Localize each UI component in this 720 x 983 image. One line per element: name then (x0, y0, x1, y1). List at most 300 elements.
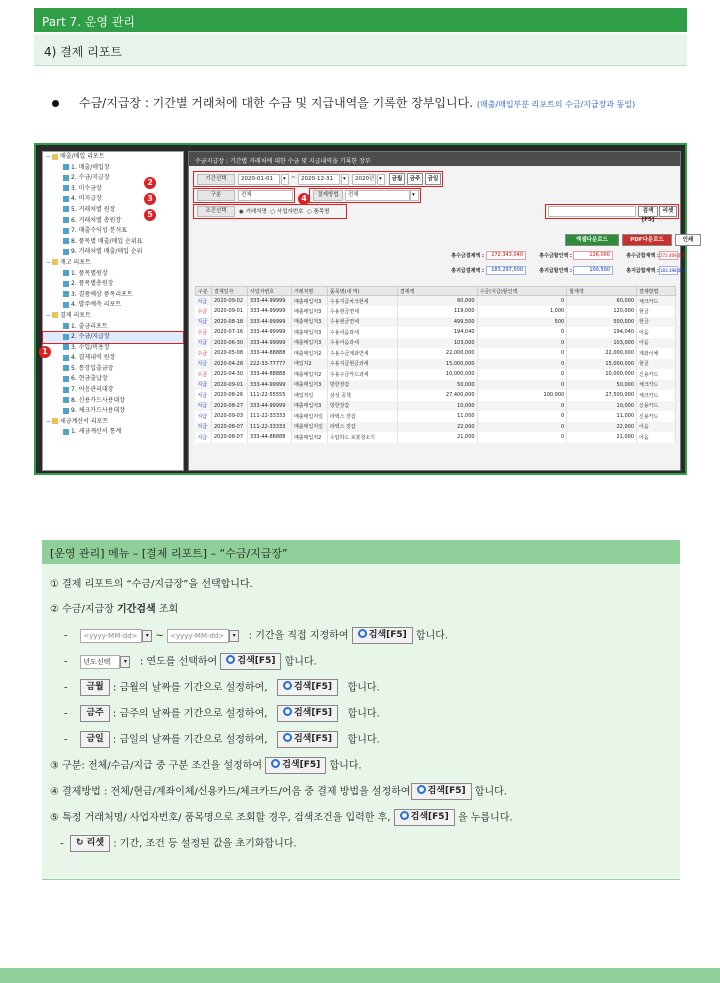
tree-item[interactable] (43, 385, 183, 396)
type-select[interactable]: 전체 (238, 190, 293, 201)
table-cell: 매출매입처3 (291, 296, 327, 307)
tree-item-label: 4. 미지급장 (71, 195, 102, 203)
table-cell: 계좌이체 (637, 348, 676, 359)
table-cell: 매출매입처일 (291, 422, 327, 433)
table-cell: 194,040 (567, 327, 637, 338)
step-1: ① 결제 리포트의 “수금/지급장”을 선택합니다. (50, 579, 253, 590)
table-cell: 0 (477, 296, 567, 307)
column-header[interactable]: 품목명(내 역) (327, 287, 397, 296)
print-button[interactable]: 인쇄 (675, 234, 701, 246)
table-cell: 수용어음과세 (327, 327, 397, 338)
tree-item[interactable] (43, 364, 183, 375)
in-discount-value: 126,000 (573, 251, 613, 260)
intro-note: (매출/매입부분 리포트의 수금/지급장과 동일) (476, 100, 636, 109)
tree-item[interactable] (43, 173, 183, 184)
table-row[interactable] (196, 432, 676, 443)
tree-item-label: 세금계산서 리포트 (60, 417, 109, 425)
table-cell: 0 (477, 411, 567, 422)
week-button-example: 금주 (80, 705, 109, 722)
tree-folder[interactable] (43, 152, 183, 163)
table-cell: 22,000 (397, 422, 477, 433)
marker-5: 5 (144, 209, 156, 221)
table-cell: 2020-07-16 (211, 327, 247, 338)
table-cell: 라텍스 장갑 (327, 422, 397, 433)
tree-item[interactable] (43, 353, 183, 364)
app-screenshot (34, 143, 694, 475)
table-cell: 333-44-99999 (247, 296, 291, 307)
table-cell: 매입처일 (291, 390, 327, 401)
table-cell: 0 (477, 422, 567, 433)
tree-item-label: 6. 거래처별 총원장 (71, 216, 122, 224)
radio-item[interactable]: ○ 품목명 (305, 209, 330, 215)
search-button[interactable]: 검색[F5] (638, 206, 658, 217)
table-cell: 수용수금카드과세 (327, 369, 397, 380)
table-cell: 지급 (196, 422, 212, 433)
table-cell: 2020-08-07 (211, 432, 247, 443)
table-cell: 2020-09-02 (211, 296, 247, 307)
table-cell: 22,000 (567, 422, 637, 433)
search-icon (271, 759, 280, 768)
search-button-example: 검색[F5] (277, 705, 338, 722)
table-cell: 0 (477, 338, 567, 349)
table-row[interactable] (196, 380, 676, 391)
table-cell: 2020-05-08 (211, 348, 247, 359)
table-cell: 500 (477, 317, 567, 328)
search-input[interactable] (548, 206, 636, 217)
document-icon (63, 291, 69, 297)
method-label: 결제방법 (313, 190, 343, 201)
search-icon (283, 681, 292, 690)
collapse-toggle-icon[interactable]: − (46, 258, 52, 266)
folder-icon (52, 154, 58, 160)
search-icon (283, 733, 292, 742)
tree-item[interactable] (43, 279, 183, 290)
pdf-download-button[interactable]: PDF다운로드 (622, 234, 672, 246)
year-select[interactable]: 2020년 (352, 174, 376, 185)
table-cell: 1,000 (477, 306, 567, 317)
document-icon (63, 355, 69, 361)
table-cell: 10,000,000 (567, 369, 637, 380)
table-body (196, 296, 676, 443)
table-cell: 222-33-77777 (247, 359, 291, 370)
tree-item-label: 재고 리포트 (60, 258, 91, 266)
tree-item[interactable] (43, 332, 183, 343)
step-2: ② 수금/지급장 기간검색 조회 (50, 604, 179, 615)
tree-item[interactable] (43, 269, 183, 280)
menu-body (42, 564, 680, 880)
table-cell: 2020-09-03 (211, 411, 247, 422)
table-cell: 지급 (196, 401, 212, 412)
table-cell: 11,000 (397, 411, 477, 422)
search-icon (400, 811, 409, 820)
sub-date: - <yyyy-MM-dd> ▾ ~ <yyyy-MM-dd> ▾ : 기간을 직접 지정하여 검색[F5] 합니다. (64, 627, 448, 645)
out-total-label: 총지급결제액 : (451, 268, 484, 274)
payment-table (195, 286, 676, 443)
tree-item[interactable] (43, 374, 183, 385)
refresh-icon: ↻ (75, 838, 87, 848)
table-cell: 수금 (196, 369, 212, 380)
table-cell: 체크카드 (637, 380, 676, 391)
tree-item-label: 5. 통장입출금장 (71, 364, 114, 372)
radio-vendor[interactable]: ◉ 거래처명 (239, 209, 267, 215)
table-cell: 어음 (637, 327, 676, 338)
table-cell: 수용현금면세 (327, 306, 397, 317)
table-cell: 333-44-99999 (247, 380, 291, 391)
table-cell: 333-44-99999 (247, 327, 291, 338)
table-cell: 333-44-99999 (247, 338, 291, 349)
table-cell: 2020-04-30 (211, 369, 247, 380)
table-cell: 111-22-33333 (247, 422, 291, 433)
out-sum-label: 총지급합계액 : (626, 268, 659, 274)
table-cell: 수금 (196, 327, 212, 338)
tree-item-label: 1. 세금계산서 통계 (71, 428, 122, 436)
tree-item-label: 2. 품목별총원장 (71, 280, 114, 288)
table-cell: 120,000 (567, 306, 637, 317)
bullet-dot-icon (52, 100, 59, 107)
table-cell: 0 (477, 380, 567, 391)
tree-item[interactable] (43, 216, 183, 227)
panel-title: 수금지급장 : 기간별 거래처에 대한 수금 및 지급내역을 기록한 장부 (189, 152, 680, 166)
table-cell: 현금 (637, 306, 676, 317)
tree-item-label: 8. 신용카드사용대장 (71, 396, 126, 404)
date-to-input[interactable]: 2020-12-31 (298, 174, 340, 185)
table-cell: 어음 (637, 338, 676, 349)
document-icon (63, 217, 69, 223)
table-header (196, 287, 676, 296)
table-cell: 333-44-99999 (247, 317, 291, 328)
tree-item-label: 8. 품목별 매출/매입 순위표 (71, 237, 143, 245)
chevron-down-icon: ▾ (229, 630, 239, 642)
table-cell: 매출매입처3 (291, 317, 327, 328)
step-5: ⑤ 특정 거래처명/ 사업자번호/ 품목명으로 조회할 경우, 검색조건을 입력한 후, 검색[F5] 을 누릅니다. (50, 809, 513, 827)
table-row[interactable] (196, 317, 676, 328)
document-icon (63, 365, 69, 371)
table-cell: 2020-06-30 (211, 338, 247, 349)
table-cell: 0 (477, 348, 567, 359)
table-row[interactable] (196, 296, 676, 307)
table-cell: 수압하드 로봇청소기 (327, 432, 397, 443)
document-icon (63, 175, 69, 181)
table-row[interactable] (196, 411, 676, 422)
table-cell: 15,000,000 (397, 359, 477, 370)
search-button-example: 검색[F5] (277, 731, 338, 748)
table-cell: 체크카드 (637, 390, 676, 401)
tree-item-label: 3. 미수금장 (71, 184, 102, 192)
tree-item[interactable] (43, 247, 183, 258)
search-icon (358, 629, 367, 638)
chevron-down-icon: ▾ (120, 656, 130, 668)
search-button-example: 검색[F5] (220, 653, 281, 670)
marker-3: 3 (144, 193, 156, 205)
table-cell: 60,000 (397, 296, 477, 307)
table-cell: 0 (477, 401, 567, 412)
table-cell: 수용어음과세 (327, 338, 397, 349)
tree-item-label: 1. 출금리포트 (71, 322, 108, 330)
table-cell: 194,040 (397, 327, 477, 338)
in-sum-label: 총수금합계액 : (626, 253, 659, 259)
document-icon (63, 344, 69, 350)
table-cell: 60,000 (567, 296, 637, 307)
table-cell: 500,000 (567, 317, 637, 328)
date-from-dropdown[interactable]: ▾ (281, 174, 289, 185)
column-header[interactable]: 결제일자 (211, 287, 247, 296)
table-cell: 수용현금면세 (327, 317, 397, 328)
month-button[interactable]: 금월 (389, 173, 405, 185)
table-cell: 333-44-88888 (247, 432, 291, 443)
tree-folder[interactable] (43, 258, 183, 269)
date-sep: ~ (291, 175, 296, 181)
menu-header: [운영 관리] 메뉴 – [결제 리포트] – “수금/지급장” (42, 540, 680, 564)
table-cell: 119,000 (397, 306, 477, 317)
document-icon (63, 387, 69, 393)
tree-item[interactable] (43, 163, 183, 174)
document-icon (63, 408, 69, 414)
table-cell: 50,000 (567, 380, 637, 391)
table-cell: 21,000 (397, 432, 477, 443)
search-icon (283, 707, 292, 716)
method-select[interactable]: 전체 (345, 190, 410, 201)
tree-item-label: 3. 결품예상 품목리포트 (71, 290, 133, 298)
table-cell: 2020-09-01 (211, 380, 247, 391)
table-cell: 방한장갑 (327, 380, 397, 391)
table-cell: 499,500 (397, 317, 477, 328)
tree-item-label: 4. 발주예측 리포트 (71, 301, 122, 309)
tree-item-label: 1. 매출/매입장 (71, 163, 110, 171)
date-to-dropdown[interactable]: ▾ (341, 174, 349, 185)
table-cell: 지급 (196, 338, 212, 349)
chevron-down-icon: ▾ (142, 630, 152, 642)
table-cell: 매출매입처2 (291, 369, 327, 380)
table-cell: 어음 (637, 432, 676, 443)
reset-button[interactable]: 리셋 (659, 206, 677, 217)
table-cell: 라텍스 장갑 (327, 411, 397, 422)
tree-item-label: 4. 결제내역 원장 (71, 354, 116, 362)
table-cell: 10,000,000 (397, 369, 477, 380)
table-cell: 현금 (637, 359, 676, 370)
table-cell: 매출매입처2 (291, 348, 327, 359)
table-cell: 매출매입처3 (291, 401, 327, 412)
step-4: ④ 결제방법 : 전체/현금/계좌이체/신용카드/체크카드/어음 중 결제 방법을 설정하여 검색[F5] 합니다. (50, 783, 507, 801)
table-row[interactable] (196, 348, 676, 359)
tree-item[interactable] (43, 184, 183, 195)
sub-day: - 금일 : 금일의 날짜를 기간으로 설정하여, 검색[F5] 합니다. (64, 731, 380, 749)
table-cell: 삼성 공책 (327, 390, 397, 401)
out-discount-label: 총지급할인액 : (539, 268, 572, 274)
tree-item[interactable] (43, 427, 183, 438)
tree-item-label: 매출/매입 리포트 (60, 153, 105, 160)
table-cell: 2020-09-01 (211, 306, 247, 317)
collapse-toggle-icon[interactable]: − (46, 311, 52, 319)
tree-item[interactable] (43, 237, 183, 248)
table-cell: 0 (477, 369, 567, 380)
in-total-value: 272,343,040 (486, 251, 526, 260)
table-row[interactable] (196, 306, 676, 317)
table-row[interactable] (196, 338, 676, 349)
table-cell: 수용수금계좌면세 (327, 348, 397, 359)
table-cell: 수용지급현금과세 (327, 359, 397, 370)
table-cell: 0 (477, 432, 567, 443)
table-cell: 333-44-88888 (247, 369, 291, 380)
reset-button-example: ↻ 리셋 (70, 835, 110, 852)
marker-2: 2 (144, 177, 156, 189)
column-header[interactable]: 수금(지급)할인액 (477, 287, 567, 296)
table-cell: 매출매입처3 (291, 338, 327, 349)
table-row[interactable] (196, 401, 676, 412)
tree-item-label: 7. 매출수익성 분석표 (71, 227, 127, 235)
in-sum-value: 272,469,040 (660, 253, 686, 258)
document-icon (63, 185, 69, 191)
column-header[interactable]: 사업자번호 (247, 287, 291, 296)
date-to-example: <yyyy-MM-dd> (167, 629, 229, 643)
condition-options (239, 207, 329, 215)
folder-icon (52, 312, 58, 318)
table-cell: 수용지급차크현세 (327, 296, 397, 307)
search-button-example: 검색[F5] (394, 809, 455, 826)
table-cell: 333-44-99999 (247, 306, 291, 317)
table-cell: 2020-08-18 (211, 317, 247, 328)
step-3: ③ 구분: 전체/수금/지급 중 구분 조건을 설정하여 검색[F5] 합니다. (50, 757, 362, 775)
tree-item-label: 3. 수입/비용장 (71, 343, 110, 351)
tree-item[interactable] (43, 406, 183, 417)
document-icon (63, 249, 69, 255)
tree-item-label: 5. 거래처별 원장 (71, 205, 116, 213)
tree-folder[interactable] (43, 311, 183, 322)
radio-bizno[interactable]: ○ 사업자번호 (268, 209, 304, 215)
table-cell: 방한장갑 (327, 401, 397, 412)
table-cell: 111-22-33333 (247, 411, 291, 422)
table-cell: 체크카드 (637, 296, 676, 307)
year-select-example: 년도선택 (80, 655, 120, 669)
period-label: 기간선택 (197, 174, 235, 185)
document-icon (63, 238, 69, 244)
column-header[interactable]: 합계액 (567, 287, 637, 296)
table-cell: 지급 (196, 359, 212, 370)
tree-item-label: 9. 체크카드사용대장 (71, 407, 126, 415)
table-row[interactable] (196, 369, 676, 380)
table-cell: 11,000 (567, 411, 637, 422)
column-header[interactable]: 거래처명 (291, 287, 327, 296)
tree-item-label: 1. 품목별원장 (71, 269, 108, 277)
table-cell: 매출매입처3 (291, 306, 327, 317)
document-icon (63, 164, 69, 170)
out-total-value: 183,297,500 (486, 266, 526, 275)
excel-download-button[interactable]: 엑셀다운로드 (565, 234, 619, 246)
day-button[interactable]: 금일 (425, 173, 441, 185)
table-cell: 신용카드 (637, 401, 676, 412)
table-row[interactable] (196, 359, 676, 370)
document-icon (63, 376, 69, 382)
collapse-toggle-icon[interactable]: − (46, 417, 52, 425)
collapse-toggle-icon[interactable]: − (46, 153, 52, 160)
column-header[interactable]: 결제방법 (637, 287, 676, 296)
tree-item[interactable] (43, 205, 183, 216)
tree-item[interactable] (43, 343, 183, 354)
reset-line: - ↻ 리셋 : 기간, 조건 등 설정된 값을 초기화합니다. (60, 835, 297, 853)
table-row[interactable] (196, 422, 676, 433)
table-cell: 0 (477, 327, 567, 338)
search-button-example: 검색[F5] (411, 783, 472, 800)
week-button[interactable]: 금주 (407, 173, 423, 185)
table-cell: 111-22-55555 (247, 390, 291, 401)
tree-item-label: 9. 거래처별 매출/매입 순위 (71, 248, 143, 256)
table-cell: 지급 (196, 296, 212, 307)
table-cell: 2020-08-07 (211, 422, 247, 433)
type-label: 구분 (197, 190, 235, 201)
sub-month: - 금월 : 금월의 날짜를 기간으로 설정하여, 검색[F5] 합니다. (64, 679, 380, 697)
table-cell: 21,000 (567, 432, 637, 443)
tree-item[interactable] (43, 300, 183, 311)
search-button-example: 검색[F5] (352, 627, 413, 644)
method-dropdown[interactable]: ▾ (410, 190, 419, 201)
folder-icon (52, 259, 58, 265)
table-cell: 지급 (196, 317, 212, 328)
table-cell: 수금 (196, 306, 212, 317)
table-cell: 지급 (196, 390, 212, 401)
table-cell: 2020-04-28 (211, 359, 247, 370)
table-cell: 매출매입처3 (291, 380, 327, 391)
date-from-example: <yyyy-MM-dd> (80, 629, 142, 643)
sub-year: - 년도선택 ▾ : 연도를 선택하여 검색[F5] 합니다. (64, 653, 317, 671)
table-cell: 신용카드 (637, 369, 676, 380)
date-from-input[interactable]: 2020-01-01 (238, 174, 280, 185)
year-dropdown[interactable]: ▾ (377, 174, 385, 185)
table-cell: 103,000 (397, 338, 477, 349)
in-discount-label: 총수금할인액 : (539, 253, 572, 259)
table-row[interactable] (196, 327, 676, 338)
tree-item-label: 7. 어음관리대장 (71, 386, 114, 394)
sub-week: - 금주 : 금주의 날짜를 기간으로 설정하여, 검색[F5] 합니다. (64, 705, 380, 723)
document-icon (63, 334, 69, 340)
out-sum-value: 183,398,000 (660, 268, 686, 273)
document-icon (63, 281, 69, 287)
document-icon (63, 206, 69, 212)
table-cell: 50,000 (397, 380, 477, 391)
table-cell: 22,000,000 (567, 348, 637, 359)
column-header[interactable]: 구분 (196, 287, 212, 296)
tree-item[interactable] (43, 194, 183, 205)
tree-item-label: 결제 리포트 (60, 311, 91, 319)
document-icon (63, 196, 69, 202)
table-cell: 매출매입처3 (291, 327, 327, 338)
search-icon (226, 655, 235, 664)
tree-item[interactable] (43, 322, 183, 333)
tree-item[interactable] (43, 396, 183, 407)
day-button-example: 금일 (80, 731, 109, 748)
tree-folder[interactable] (43, 417, 183, 428)
tree-item-label: 6. 현금출납장 (71, 375, 108, 383)
tree-item[interactable] (43, 226, 183, 237)
intro-text: 수금/지급장 : 기간별 거래처에 대한 수금 및 지급내역을 기록한 장부입니다. (79, 96, 473, 110)
tree-item-label: 2. 수금/지급장 (71, 333, 110, 341)
marker-1: 1 (39, 346, 51, 358)
search-button-example: 검색[F5] (277, 679, 338, 696)
tree-item[interactable] (43, 290, 183, 301)
report-panel (188, 151, 694, 471)
table-cell: 27,400,000 (397, 390, 477, 401)
document-icon (63, 270, 69, 276)
intro-bullet (52, 94, 692, 111)
month-button-example: 금월 (80, 679, 109, 696)
menu-tree (42, 151, 184, 471)
table-cell: 333-44-88888 (247, 348, 291, 359)
table-cell: 10,000 (567, 401, 637, 412)
table-row[interactable] (196, 390, 676, 401)
table-cell: 27,500,000 (567, 390, 637, 401)
part-title: Part 7. 운영 관리 (34, 8, 687, 32)
table-cell: 지급 (196, 432, 212, 443)
document-icon (63, 397, 69, 403)
column-header[interactable]: 결제액 (397, 287, 477, 296)
